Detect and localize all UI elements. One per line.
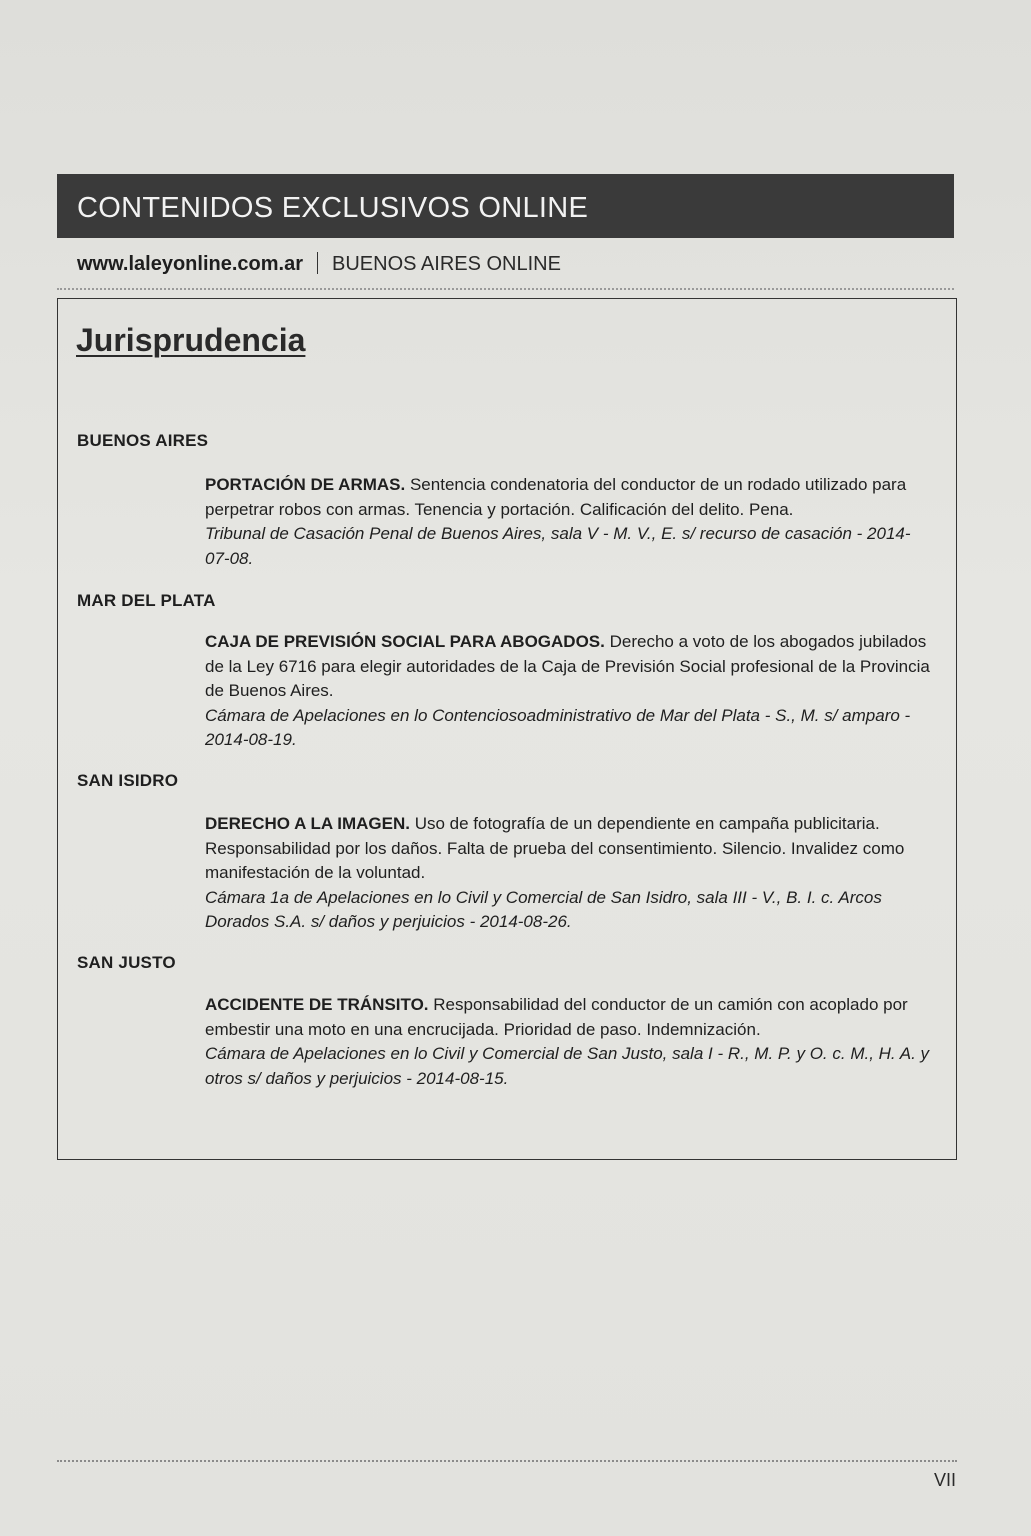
entry-court: Cámara 1a de Apelaciones en lo Civil y Comercial de San Isidro, sala III - V., B. I. c. Arcos Dorados S.A. s/ daños y perjuicios - 2014-08-26. [205,887,882,931]
header-banner [57,174,954,238]
banner-title: CONTENIDOS EXCLUSIVOS ONLINE [77,192,589,224]
entry-heading: ACCIDENTE DE TRÁNSITO. [205,995,429,1014]
region-san-isidro: SAN ISIDRO [77,771,179,790]
entry-heading: PORTACIÓN DE ARMAS. [205,475,406,494]
entry-derecho-a-la-imagen [205,812,930,935]
entry-caja-de-prevision [205,630,930,753]
dotted-divider-top [57,288,954,290]
entry-heading: CAJA DE PREVISIÓN SOCIAL PARA ABOGADOS. [205,632,605,651]
entry-body: Uso de fotografía de un dependiente en campaña publicitaria. Responsabilidad por los daños. Falta de prueba del consentimiento. Silencio. Invalidez como manifestación de la voluntad. [205,814,905,882]
region-buenos-aires: BUENOS AIRES [77,431,209,450]
entry-body: Derecho a voto de los abogados jubilados de la Ley 6716 para elegir autoridades de la Caja de Previsión Social profesional de la Provincia de Buenos Aires. [205,632,930,700]
entry-body: Responsabilidad del conductor de un camión con acoplado por embestir una moto en una encrucijada. Prioridad de paso. Indemnización. [205,995,908,1039]
entry-court: Tribunal de Casación Penal de Buenos Aires, sala V - M. V., E. s/ recurso de casación - 2014-07-08. [205,524,911,568]
site-name: BUENOS AIRES ONLINE [332,253,561,275]
entry-court: Cámara de Apelaciones en lo Civil y Comercial de San Justo, sala I - R., M. P. y O. c. M., H. A. y otros s/ daños y perjuicios - 2014-08-15. [205,1044,930,1088]
site-line [77,250,561,278]
entry-heading: DERECHO A LA IMAGEN. [205,814,410,833]
region-san-justo: SAN JUSTO [77,953,176,972]
dotted-divider-bottom [57,1460,957,1462]
entry-portacion-de-armas [205,473,930,571]
separator [317,252,318,274]
entry-accidente-de-transito [205,993,930,1091]
site-url-link[interactable]: www.laleyonline.com.ar [77,253,303,275]
section-title: Jurisprudencia [76,322,306,358]
entry-body: Sentencia condenatoria del conductor de un rodado utilizado para perpetrar robos con armas. Tenencia y portación. Calificación del delito. Pena. [205,475,907,519]
entry-court: Cámara de Apelaciones en lo Contenciosoadministrativo de Mar del Plata - S., M. s/ amparo - 2014-08-19. [205,705,911,749]
page-number: VII [934,1470,957,1490]
region-mar-del-plata: MAR DEL PLATA [77,591,216,610]
